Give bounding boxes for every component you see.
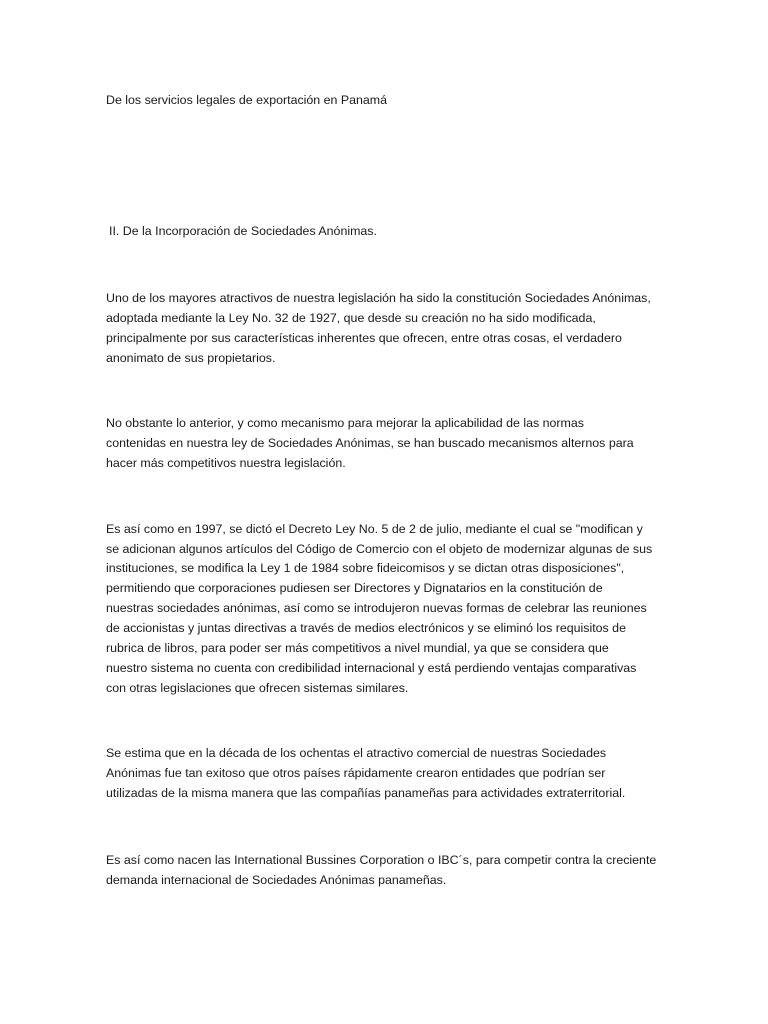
paragraph-line: Es así como nacen las International Bussines Corporation o IBC´s, para competir contra la creciente [106,853,657,867]
paragraph-line: Se estima que en la década de los ochentas el atractivo comercial de nuestras Sociedades [106,746,607,760]
document-title: De los servicios legales de exportación en Panamá [106,93,388,107]
paragraph-line: contenidas en nuestra ley de Sociedades Anónimas, se han buscado mecanismos alternos para [106,436,634,450]
paragraph-line: No obstante lo anterior, y como mecanismo para mejorar la aplicabilidad de las normas [106,416,584,430]
paragraph-line: demanda internacional de Sociedades Anónimas panameñas. [106,873,447,887]
paragraph-line: nuestro sistema no cuenta con credibilidad internacional y está perdiendo ventajas comparativas [106,661,637,675]
paragraph-line: adoptada mediante la Ley No. 32 de 1927, que desde su creación no ha sido modificada, [106,311,596,325]
paragraph-line: rubrica de libros, para poder ser más competitivos a nivel mundial, ya que se considera que [106,641,609,655]
paragraph-line: Uno de los mayores atractivos de nuestra legislación ha sido la constitución Sociedades Anónimas, [106,291,651,305]
paragraph-line: Anónimas fue tan exitoso que otros países rápidamente crearon entidades que podrían ser [106,766,606,780]
paragraph-line: utilizadas de la misma manera que las compañías panameñas para actividades extraterritorial. [106,786,626,800]
paragraph-line: principalmente por sus características inherentes que ofrecen, entre otras cosas, el verdadero [106,331,622,345]
paragraph-line: se adicionan algunos artículos del Código de Comercio con el objeto de modernizar algunas de sus [106,542,653,556]
paragraph-line: hacer más competitivos nuestra legislación. [106,456,346,470]
paragraph-line: con otras legislaciones que ofrecen sistemas similares. [106,681,409,695]
paragraph-line: Es así como en 1997, se dictó el Decreto Ley No. 5 de 2 de julio, mediante el cual se "modifican y [106,522,643,536]
paragraph-line: nuestras sociedades anónimas, así como se introdujeron nuevas formas de celebrar las reuniones [106,601,647,615]
paragraph-line: anonimato de sus propietarios. [106,351,276,365]
paragraph-line: instituciones, se modifica la Ley 1 de 1984 sobre fideicomisos y se dictan otras disposiciones", [106,561,625,575]
section-heading: II. De la Incorporación de Sociedades Anónimas. [109,224,377,238]
paragraph-line: permitiendo que corporaciones pudiesen ser Directores y Dignatarios en la constitución de [106,581,603,595]
paragraph-line: de accionistas y juntas directivas a través de medios electrónicos y se eliminó los requisitos de [106,621,626,635]
